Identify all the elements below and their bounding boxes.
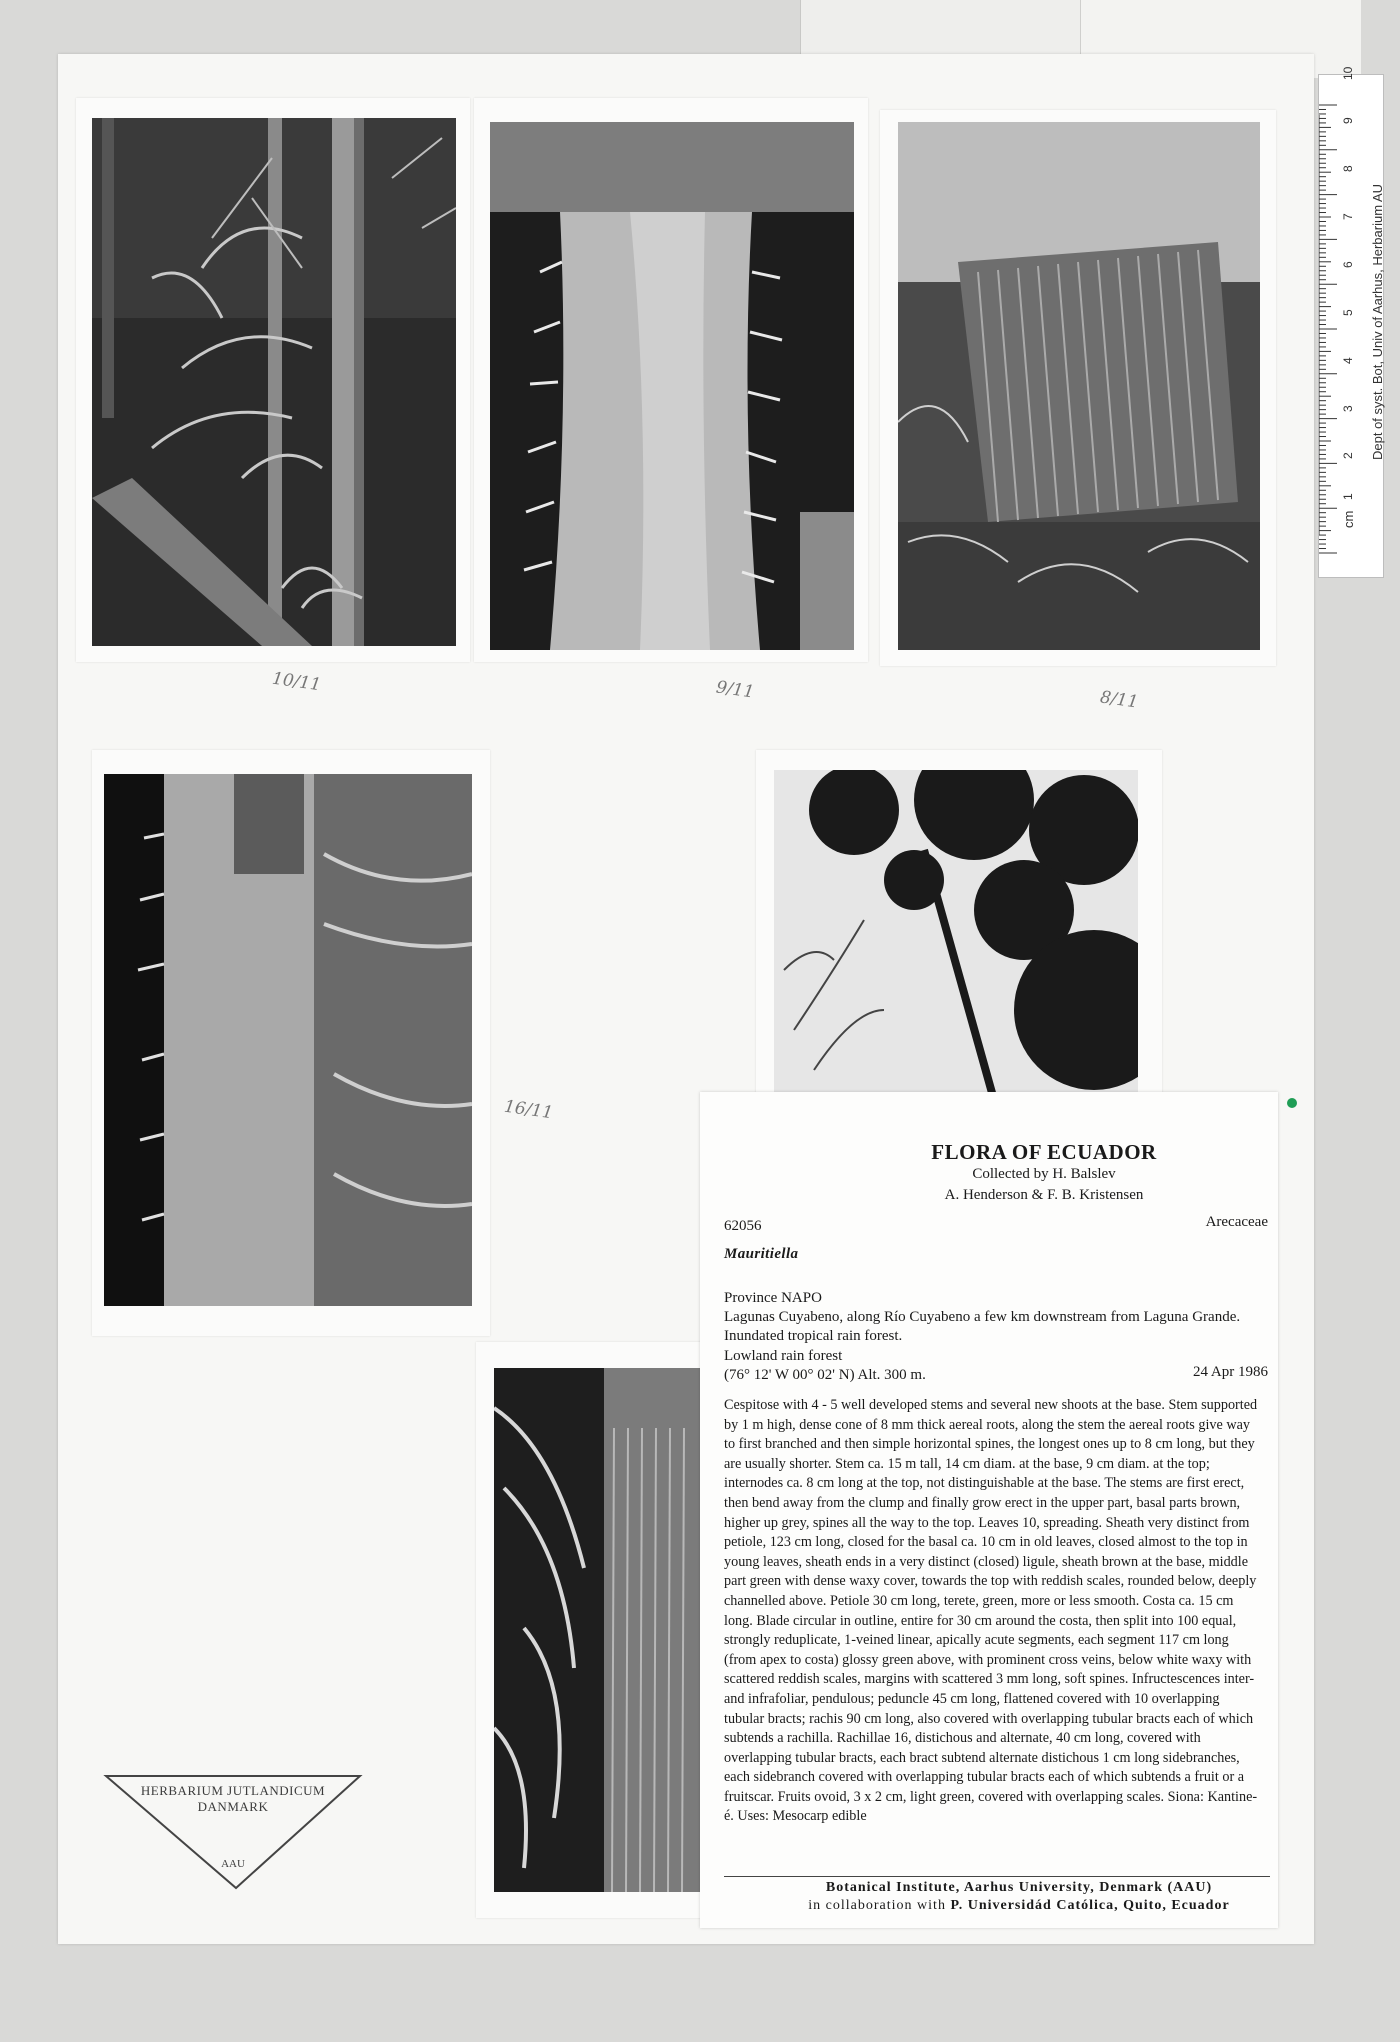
description: Cespitose with 4 - 5 well developed stems and several new shoots at the base. Stem supported by 1 m high, dense cone of 8 mm thick aereal roots, along the stem the aereal roots give way to first branched and then simple horizontal spines, the longest ones up to 8 cm long, but they are usually shorter. Stem ca. 15 m tall, 14 cm diam. at the base, 9 cm diam. at the top; internodes ca. 8 cm long at the top, not distinguishable at the base. The stems are first erect, then bend away from the clump and finally grow erect in the upper part, basal parts brown, higher up grey, spines all the way to the top. Leaves 10, spreading. Sheath very distinct from petiole, 123 cm long, closed for the basal ca. 10 cm in old leaves, closed almost to the top in young leaves, sheath ends in a very distinct (closed) ligule, sheath brown at the base, middle part green with dense waxy cover, towards the top with reddish scales, rounded below, deeply channelled above. Petiole 30 cm long, terete, green, more or less smooth. Costa ca. 15 cm long. Blade circular in outline, entire for 30 cm around the costa, then split into 100 equal, strongly reduplicate, 1-veined linear, apically acute segments, each segment 117 cm long (from apex to costa) glossy green above, with prominent cross veins, below white waxy with scattered reddish scales, margins with scattered 3 mm long, soft spines. Infructescences inter- and infrafoliar, pendulous; peduncle 45 cm long, flattened covered with 10 overlapping tubular bracts; rachis 90 cm long, also covered with overlapping tubular bracts each of which subtends a rachilla. Rachillae 16, distichous and alternate, 40 cm long, covered with overlapping tubular bracts, each bract subtend alternate distichous 1 cm long sidebranches, each sidebranch covered with overlapping tubular bracts each of which subtends a fruit or a fruitscar. Fruits ovoid, 3 x 2 cm, light green, covered with overlapping scales. Siona: Kantine-é. Uses: Mesocarp edible [724, 1397, 1258, 1825]
photo-root-cone-lower[interactable] [494, 1368, 704, 1892]
pencil-note: 8/11 [1098, 687, 1140, 713]
ruler-number: 5 [1341, 309, 1355, 316]
habitat: Lowland rain forest [724, 1348, 843, 1364]
locality: Lagunas Cuyabeno, along Río Cuyabeno a few km downstream from Laguna Grande. Inundated tropical rain forest. [724, 1309, 1241, 1344]
ruler-number: 3 [1341, 405, 1355, 412]
institution-prefix: in collaboration with [808, 1898, 946, 1913]
ruler-caption: Dept of syst. Bot, Univ of Aarhus, Herbarium AU [1370, 183, 1385, 460]
stamp-text: HERBARIUM JUTLANDICUM [140, 1783, 326, 1798]
ruler-number: 6 [1341, 261, 1355, 268]
stamp-text: AAU [221, 1858, 245, 1870]
collector-line: Collected by H. Balslev [972, 1166, 1116, 1182]
stamp-text: DANMARK [197, 1799, 269, 1814]
photo-crowns[interactable] [774, 770, 1138, 1100]
green-marker-dot [1287, 1098, 1297, 1108]
ruler-number: 2 [1341, 452, 1355, 459]
photo-stem-closeup[interactable] [104, 774, 472, 1306]
coordinates: (76° 12' W 00° 02' N) Alt. 300 m. [724, 1367, 926, 1383]
ruler-number: 4 [1341, 357, 1355, 364]
label-title: FLORA OF ECUADOR [931, 1140, 1157, 1164]
ruler-unit: cm [1341, 510, 1356, 528]
photo-forest-clump[interactable] [92, 118, 456, 646]
specimen-label [700, 1092, 1278, 1928]
pencil-note: 10/11 [270, 668, 323, 696]
ruler-number: 1 [1341, 493, 1355, 500]
collection-date: 24 Apr 1986 [1193, 1364, 1268, 1380]
ruler-number: 10 [1341, 66, 1355, 80]
pencil-note: 16/11 [502, 1096, 555, 1124]
institution-partner: P. Universidád Católica, Quito, Ecuador [950, 1898, 1230, 1913]
divider [724, 1876, 1270, 1877]
collector-line: A. Henderson & F. B. Kristensen [944, 1187, 1144, 1203]
genus-name: Mauritiella [724, 1246, 799, 1262]
ruler-number: 9 [1341, 117, 1355, 124]
family-name: Arecaceae [1205, 1214, 1268, 1230]
photo-spiny-stem[interactable] [490, 122, 854, 650]
collection-number: 62056 [724, 1218, 762, 1234]
photo-root-cone[interactable] [898, 122, 1260, 650]
institution-line: Botanical Institute, Aarhus University, Denmark (AAU) [825, 1880, 1213, 1895]
ruler-number: 8 [1341, 165, 1355, 172]
province: Province NAPO [724, 1290, 822, 1306]
ruler-number: 7 [1341, 213, 1355, 220]
pencil-note: 9/11 [714, 677, 756, 703]
institution-line [700, 1898, 1278, 1914]
